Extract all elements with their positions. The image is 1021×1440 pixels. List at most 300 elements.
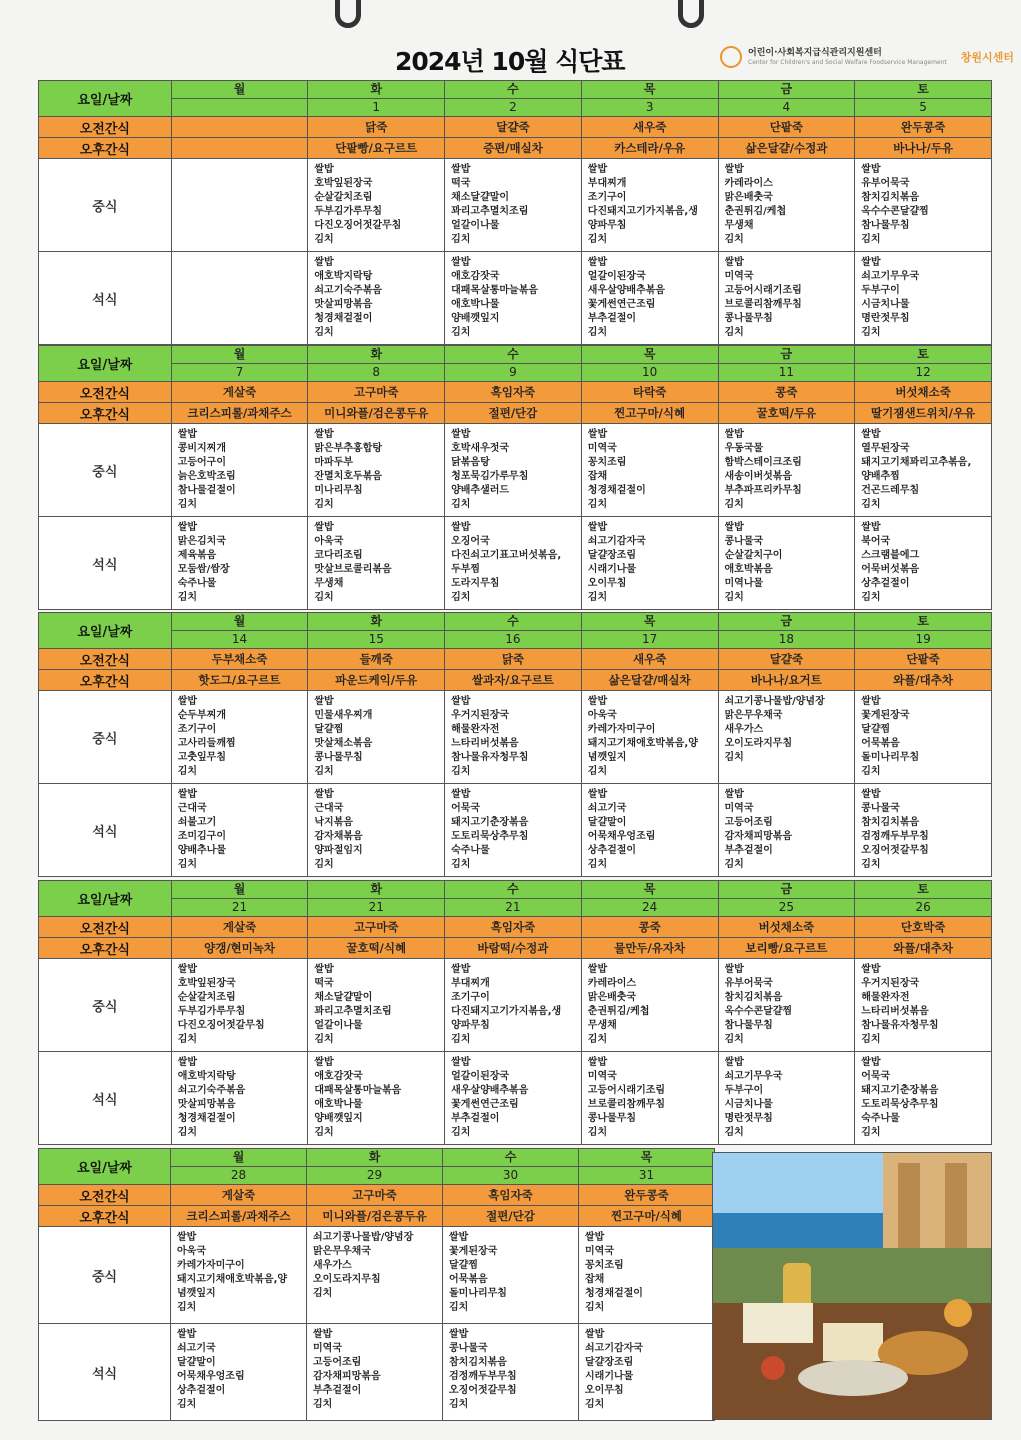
- menu-item: 호박잎된장국: [314, 178, 373, 189]
- menu-item: 부추파프리카무침: [724, 485, 802, 496]
- am-snack-cell: 완두콩죽: [579, 1185, 715, 1206]
- menu-item: 김치: [314, 499, 334, 510]
- dinner-cell: [718, 252, 855, 345]
- dinner-cell: [445, 252, 582, 345]
- lunch-menu: [172, 691, 308, 779]
- menu-item: 우동국물: [724, 443, 764, 454]
- menu-item: 참치김치볶음: [724, 992, 783, 1003]
- menu-item: 명란젓무침: [861, 313, 910, 324]
- lunch-menu: [308, 691, 444, 779]
- menu-item: 김치: [587, 1127, 608, 1138]
- pm-snack-cell: 물만두/유자차: [581, 938, 718, 959]
- date-cell: 17: [581, 631, 718, 649]
- date-cell: 4: [718, 99, 855, 117]
- dinner-menu: [308, 1052, 444, 1140]
- menu-item: 쌀밥: [177, 964, 198, 975]
- menu-item: 쌀밥: [451, 522, 471, 533]
- menu-item: 김치: [177, 1034, 198, 1045]
- menu-item: 쌀밥: [314, 696, 334, 707]
- lunch-label: 중식: [39, 424, 172, 517]
- weekday-cell: 월: [171, 81, 308, 99]
- lunch-menu: [855, 959, 991, 1047]
- menu-item: 쌀밥: [724, 429, 744, 440]
- lunch-cell: [445, 159, 582, 252]
- weekday-cell: 수: [443, 1149, 579, 1167]
- menu-item: 시금치나물: [724, 1099, 773, 1110]
- date-cell: 7: [171, 364, 308, 382]
- menu-item: 양배깻잎지: [451, 313, 500, 324]
- menu-item: 쌀밥: [861, 789, 881, 800]
- menu-item: 어묵채우엉조림: [587, 831, 656, 842]
- menu-item: 새송이버섯볶음: [724, 471, 793, 482]
- menu-item: 애호박나물: [451, 299, 500, 310]
- menu-item: 어묵볶음: [449, 1274, 488, 1285]
- lunch-cell: [445, 959, 582, 1052]
- menu-item: 부대찌개: [451, 978, 490, 989]
- menu-item: 달걀찜: [449, 1260, 478, 1271]
- lunch-cell: [718, 424, 855, 517]
- menu-item: 김치: [177, 859, 198, 870]
- menu-item: 김치: [724, 1034, 744, 1045]
- menu-item: 두부찜: [451, 564, 481, 575]
- am-snack-cell: 버섯채소죽: [855, 382, 992, 403]
- am-snack-cell: 새우죽: [581, 117, 718, 138]
- menu-item: 쇠고기무우국: [724, 1071, 783, 1082]
- menu-item: 두부구이: [861, 285, 900, 296]
- lunch-label: 중식: [39, 691, 172, 784]
- menu-item: 미역국: [724, 803, 754, 814]
- weekday-cell: 목: [581, 81, 718, 99]
- menu-item: 김치: [587, 1034, 608, 1045]
- lunch-menu: [719, 424, 855, 512]
- menu-item: 떡국: [314, 978, 334, 989]
- lunch-cell: [855, 959, 992, 1052]
- am-snack-cell: 단팥죽: [718, 117, 855, 138]
- weekday-cell: 토: [855, 613, 992, 631]
- menu-item: 감자채피망볶음: [724, 831, 793, 842]
- dinner-cell: [307, 1324, 443, 1421]
- food-photo: [712, 1152, 992, 1420]
- menu-item: 쌀밥: [451, 964, 471, 975]
- menu-item: 쌀밥: [177, 696, 198, 707]
- menu-item: 청경채겉절이: [314, 313, 373, 324]
- menu-item: 도토리묵상추무침: [861, 1099, 939, 1110]
- menu-item: 쇠고기감자국: [587, 536, 646, 547]
- date-cell: 12: [855, 364, 992, 382]
- menu-item: 명란젓무침: [724, 1113, 773, 1124]
- pm-snack-cell: 미니와플/검은콩두유: [307, 1206, 443, 1227]
- menu-item: 양배깻잎지: [314, 1113, 363, 1124]
- menu-item: 시래기나물: [585, 1371, 634, 1382]
- dinner-menu: [719, 517, 855, 605]
- menu-item: 두부김가루무침: [314, 206, 383, 217]
- date-cell: 1: [308, 99, 445, 117]
- dinner-menu: [445, 1052, 581, 1140]
- menu-item: 근대국: [314, 803, 344, 814]
- menu-item: 돌미나리무침: [449, 1288, 507, 1299]
- lunch-menu: [855, 424, 991, 512]
- menu-item: 오이도라지무침: [724, 738, 793, 749]
- menu-item: 고춧잎무침: [177, 752, 226, 763]
- lunch-menu: [172, 424, 308, 512]
- menu-item: 북어국: [861, 536, 891, 547]
- menu-item: 얼갈이나물: [314, 1020, 363, 1031]
- menu-item: 해물완자전: [861, 992, 910, 1003]
- dinner-cell: [855, 252, 992, 345]
- menu-item: 열무된장국: [861, 443, 910, 454]
- lunch-cell: [308, 159, 445, 252]
- page-title: 2024년 10월 식단표: [395, 47, 625, 76]
- menu-item: 카레라이스: [587, 978, 637, 989]
- pm-snack-cell: 파운드케익/두유: [308, 670, 445, 691]
- menu-item: 순살갈치조림: [177, 992, 236, 1003]
- lunch-menu: [308, 959, 444, 1047]
- menu-item: 돼지고기춘장볶음: [861, 1085, 939, 1096]
- menu-item: 부대찌개: [587, 178, 627, 189]
- lunch-cell: [308, 959, 445, 1052]
- weekday-cell: 목: [581, 881, 718, 899]
- menu-item: 애호감잣국: [451, 271, 500, 282]
- menu-item: 양파절임지: [314, 845, 363, 856]
- menu-item: 다진오징어젓갈무침: [314, 220, 402, 231]
- date-cell: 2: [445, 99, 582, 117]
- am-snack-cell: 단팥죽: [855, 649, 992, 670]
- menu-item: 청경채겉절이: [585, 1288, 643, 1299]
- menu-item: 늙은호박조림: [177, 471, 236, 482]
- menu-item: 쌀밥: [861, 1057, 881, 1068]
- pm-snack-cell: 크리스피롤/과채주스: [171, 1206, 307, 1227]
- menu-item: 쌀밥: [587, 257, 608, 268]
- menu-item: 우거지된장국: [861, 978, 920, 989]
- menu-item: 쌀밥: [861, 522, 881, 533]
- menu-item: 감자채볶음: [314, 831, 363, 842]
- dinner-cell: [171, 1052, 308, 1145]
- menu-item: 맑은무우채국: [313, 1246, 371, 1257]
- menu-item: 순두부찌개: [177, 710, 226, 721]
- lunch-menu: [582, 691, 718, 779]
- pm-snack-cell: 바나나/요거트: [718, 670, 855, 691]
- menu-item: 김치: [587, 234, 608, 245]
- menu-item: 꽃게썬연근조림: [587, 299, 656, 310]
- dinner-menu: [307, 1324, 442, 1412]
- menu-item: 맛살피망볶음: [314, 299, 373, 310]
- binder-ring: [678, 0, 704, 28]
- dinner-cell: [308, 1052, 445, 1145]
- menu-item: 도토리묵상추무침: [451, 831, 529, 842]
- menu-item: 콩나물무침: [724, 313, 773, 324]
- menu-item: 쌀밥: [587, 696, 608, 707]
- menu-item: 김치: [587, 499, 608, 510]
- menu-item: 다진돼지고기가지볶음,생: [451, 1006, 562, 1017]
- weekday-cell: 목: [581, 613, 718, 631]
- date-cell: 30: [443, 1167, 579, 1185]
- lunch-menu: [171, 1227, 306, 1315]
- menu-item: 양배추샐러드: [451, 485, 510, 496]
- menu-item: 춘권튀김/케첩: [587, 1006, 650, 1017]
- lunch-menu: [445, 159, 581, 247]
- lunch-cell: [308, 424, 445, 517]
- lunch-menu: [445, 424, 581, 512]
- menu-item: 제육볶음: [177, 550, 217, 561]
- menu-item: 쌀밥: [587, 964, 608, 975]
- lunch-menu: [582, 959, 718, 1047]
- logo-main-text: 어린이·사회복지급식관리지원센터: [748, 48, 882, 58]
- menu-item: 김치: [451, 1034, 471, 1045]
- menu-item: 쇠고기콩나물밥/양념장: [724, 696, 825, 707]
- lunch-cell: [581, 159, 718, 252]
- menu-item: 김치: [861, 1127, 881, 1138]
- menu-item: 숙주나물: [451, 845, 490, 856]
- menu-item: 김치: [314, 766, 334, 777]
- menu-item: 숙주나물: [177, 578, 217, 589]
- weekday-cell: 수: [445, 881, 582, 899]
- menu-item: 콩나물국: [861, 803, 900, 814]
- menu-item: 아욱국: [177, 1246, 206, 1257]
- menu-item: 참치김치볶음: [861, 192, 920, 203]
- pm-snack-label: 오후간식: [39, 138, 172, 159]
- weekday-cell: 화: [308, 346, 445, 364]
- lunch-menu: [582, 159, 718, 247]
- lunch-cell: [855, 159, 992, 252]
- menu-item: 김치: [585, 1302, 605, 1313]
- dinner-label: 석식: [39, 1324, 171, 1421]
- week-table-4: [38, 880, 992, 1145]
- lunch-label: 중식: [39, 1227, 171, 1324]
- menu-item: 유부어묵국: [861, 178, 910, 189]
- pm-snack-cell: 삶은달걀/매실차: [581, 670, 718, 691]
- date-cell: 14: [171, 631, 308, 649]
- date-cell: 5: [855, 99, 992, 117]
- menu-item: 참치김치볶음: [449, 1357, 507, 1368]
- menu-item: 애호박나물: [314, 1099, 363, 1110]
- lunch-menu: [308, 159, 444, 247]
- am-snack-cell: 게살죽: [171, 382, 308, 403]
- menu-item: 청경채겉절이: [177, 1113, 236, 1124]
- menu-item: 김치: [177, 592, 198, 603]
- menu-item: 어묵국: [451, 803, 481, 814]
- menu-item: 상추겉절이: [177, 1385, 226, 1396]
- lunch-cell: [171, 691, 308, 784]
- menu-item: 콩비지찌개: [177, 443, 226, 454]
- dinner-cell: [171, 1324, 307, 1421]
- dinner-cell: [443, 1324, 579, 1421]
- menu-item: 고등어시래기조림: [724, 285, 802, 296]
- dinner-cell: [308, 784, 445, 877]
- menu-item: 조기구이: [587, 192, 627, 203]
- menu-item: 아욱국: [587, 710, 617, 721]
- date-cell: 28: [171, 1167, 307, 1185]
- menu-item: 쌀밥: [724, 789, 744, 800]
- dinner-menu: [172, 784, 308, 872]
- weekday-cell: 월: [171, 881, 308, 899]
- menu-item: 애호감잣국: [314, 1071, 363, 1082]
- menu-item: 김치: [451, 592, 471, 603]
- weekday-cell: 금: [718, 881, 855, 899]
- menu-item: 유부어묵국: [724, 978, 773, 989]
- menu-item: 시금치나물: [861, 299, 910, 310]
- am-snack-cell: 고구마죽: [308, 382, 445, 403]
- pm-snack-cell: 핫도그/요구르트: [171, 670, 308, 691]
- dinner-menu: [719, 1052, 855, 1140]
- lunch-menu: [445, 959, 581, 1047]
- menu-item: 호박잎된장국: [177, 978, 236, 989]
- lunch-cell: [308, 691, 445, 784]
- pm-snack-cell: 바나나/두유: [855, 138, 992, 159]
- menu-item: 새우가스: [724, 724, 764, 735]
- menu-item: 무생채: [587, 1020, 617, 1031]
- menu-item: 시래기나물: [587, 564, 637, 575]
- menu-item: 김치: [861, 234, 881, 245]
- menu-item: 함박스테이크조림: [724, 457, 802, 468]
- menu-item: 쇠고기콩나물밥/양념장: [313, 1232, 414, 1243]
- lunch-cell: [581, 424, 718, 517]
- menu-item: 대패목살통마늘볶음: [314, 1085, 402, 1096]
- menu-item: 쌀밥: [724, 522, 744, 533]
- am-snack-cell: 고구마죽: [307, 1185, 443, 1206]
- menu-item: 청경채겉절이: [587, 485, 646, 496]
- am-snack-cell: 새우죽: [581, 649, 718, 670]
- menu-item: 마파두부: [314, 457, 354, 468]
- menu-item: 쌀밥: [177, 1329, 197, 1340]
- menu-item: 얼갈이된장국: [587, 271, 646, 282]
- am-snack-cell: 흑임자죽: [445, 917, 582, 938]
- dinner-label: 석식: [39, 784, 172, 877]
- menu-item: 쌀밥: [861, 257, 881, 268]
- menu-item: 쌀밥: [451, 1057, 471, 1068]
- dinner-label: 석식: [39, 1052, 172, 1145]
- date-cell: 9: [445, 364, 582, 382]
- am-snack-cell: 닭죽: [445, 649, 582, 670]
- menu-item: 고등어시래기조림: [587, 1085, 666, 1096]
- dinner-menu: [582, 252, 718, 340]
- menu-item: 쌀밥: [861, 429, 881, 440]
- menu-item: 미역국: [313, 1343, 342, 1354]
- lunch-menu: [172, 159, 308, 163]
- dinner-menu: [855, 517, 991, 605]
- menu-item: 김치: [177, 1302, 197, 1313]
- menu-item: 달걀말이: [587, 817, 627, 828]
- menu-item: 쌀밥: [451, 257, 471, 268]
- date-cell: 29: [307, 1167, 443, 1185]
- menu-item: 쌀밥: [724, 257, 744, 268]
- menu-item: 콩나물무침: [587, 1113, 637, 1124]
- menu-item: 쌀밥: [177, 1232, 197, 1243]
- menu-item: 어묵국: [861, 1071, 891, 1082]
- menu-item: 돌미나리무침: [861, 752, 920, 763]
- menu-item: 김치: [861, 1034, 881, 1045]
- menu-item: 쌀밥: [449, 1232, 469, 1243]
- menu-item: 쌀밥: [587, 429, 608, 440]
- lunch-cell: [171, 159, 308, 252]
- logo-sub-text: Center for Children's and Social Welfare Foodservice Management: [748, 59, 947, 66]
- dinner-cell: [579, 1324, 715, 1421]
- menu-item: 콩나물국: [449, 1343, 488, 1354]
- menu-item: 돼지고기채애호박볶음,양: [587, 738, 698, 749]
- menu-item: 김치: [585, 1399, 605, 1410]
- am-snack-cell: 고구마죽: [308, 917, 445, 938]
- date-cell: 31: [579, 1167, 715, 1185]
- lunch-menu: [855, 159, 991, 247]
- menu-item: 스크램블에그: [861, 550, 920, 561]
- pm-snack-cell: 딸기잼샌드위치/우유: [855, 403, 992, 424]
- weekday-cell: 수: [445, 613, 582, 631]
- menu-item: 양배추나물: [177, 845, 226, 856]
- menu-item: 쌀밥: [861, 696, 881, 707]
- menu-item: 쌀밥: [177, 789, 198, 800]
- menu-item: 양배추찜: [861, 471, 900, 482]
- menu-item: 콩나물국: [724, 536, 764, 547]
- lunch-cell: [445, 691, 582, 784]
- menu-item: 오징어젓갈무침: [449, 1385, 517, 1396]
- am-snack-label: 오전간식: [39, 382, 172, 403]
- menu-item: 조기구이: [451, 992, 490, 1003]
- pm-snack-cell: 절편/단감: [443, 1206, 579, 1227]
- dinner-menu: [172, 1052, 308, 1140]
- menu-item: 김치: [314, 1127, 334, 1138]
- menu-item: 달걀장조림: [587, 550, 637, 561]
- am-snack-cell: 콩죽: [718, 382, 855, 403]
- menu-item: 카레라이스: [724, 178, 773, 189]
- am-snack-cell: [171, 117, 308, 138]
- dinner-menu: [172, 517, 308, 605]
- menu-item: 어묵볶음: [861, 738, 900, 749]
- pm-snack-cell: 쌀과자/요구르트: [445, 670, 582, 691]
- dinner-cell: [171, 517, 308, 610]
- menu-item: 채소달걀말이: [451, 192, 510, 203]
- menu-item: 새우가스: [313, 1260, 352, 1271]
- date-cell: 18: [718, 631, 855, 649]
- date-cell: 10: [581, 364, 718, 382]
- menu-item: 김치: [313, 1288, 333, 1299]
- menu-item: 달걀찜: [861, 724, 891, 735]
- menu-item: 코다리조림: [314, 550, 363, 561]
- menu-item: 김치: [861, 592, 881, 603]
- menu-item: 두부구이: [724, 1085, 764, 1096]
- weekday-cell: 토: [855, 81, 992, 99]
- menu-item: 미역국: [724, 271, 754, 282]
- menu-item: 쌀밥: [313, 1329, 333, 1340]
- menu-item: 오이도라지무침: [313, 1274, 381, 1285]
- menu-item: 쌀밥: [587, 164, 608, 175]
- weekday-cell: 월: [171, 613, 308, 631]
- menu-item: 쌀밥: [724, 164, 744, 175]
- weekday-cell: 목: [581, 346, 718, 364]
- menu-item: 카레가자미구이: [177, 1260, 245, 1271]
- menu-item: 느타리버섯볶음: [861, 1006, 929, 1017]
- menu-item: 쇠고기국: [177, 1343, 216, 1354]
- menu-item: 조기구이: [177, 724, 217, 735]
- menu-item: 김치: [314, 327, 334, 338]
- lunch-label: 중식: [39, 959, 172, 1052]
- lunch-menu: [719, 691, 855, 765]
- weekday-cell: 화: [307, 1149, 443, 1167]
- menu-item: 달걀찜: [314, 724, 344, 735]
- dinner-menu: [172, 252, 308, 256]
- dinner-menu: [171, 1324, 306, 1412]
- menu-item: 김치: [861, 766, 881, 777]
- lunch-cell: [718, 959, 855, 1052]
- am-snack-cell: 닭죽: [308, 117, 445, 138]
- menu-item: 미역국: [587, 1071, 617, 1082]
- menu-item: 달걀장조림: [585, 1357, 634, 1368]
- smile-logo-icon: [720, 46, 742, 68]
- menu-item: 도라지무침: [451, 578, 500, 589]
- day-date-label: 요일/날짜: [39, 1149, 171, 1185]
- menu-item: 맛살피망볶음: [177, 1099, 236, 1110]
- menu-item: 검정깨두부무침: [861, 831, 929, 842]
- menu-item: 김치: [177, 1399, 197, 1410]
- menu-item: 우거지된장국: [451, 710, 510, 721]
